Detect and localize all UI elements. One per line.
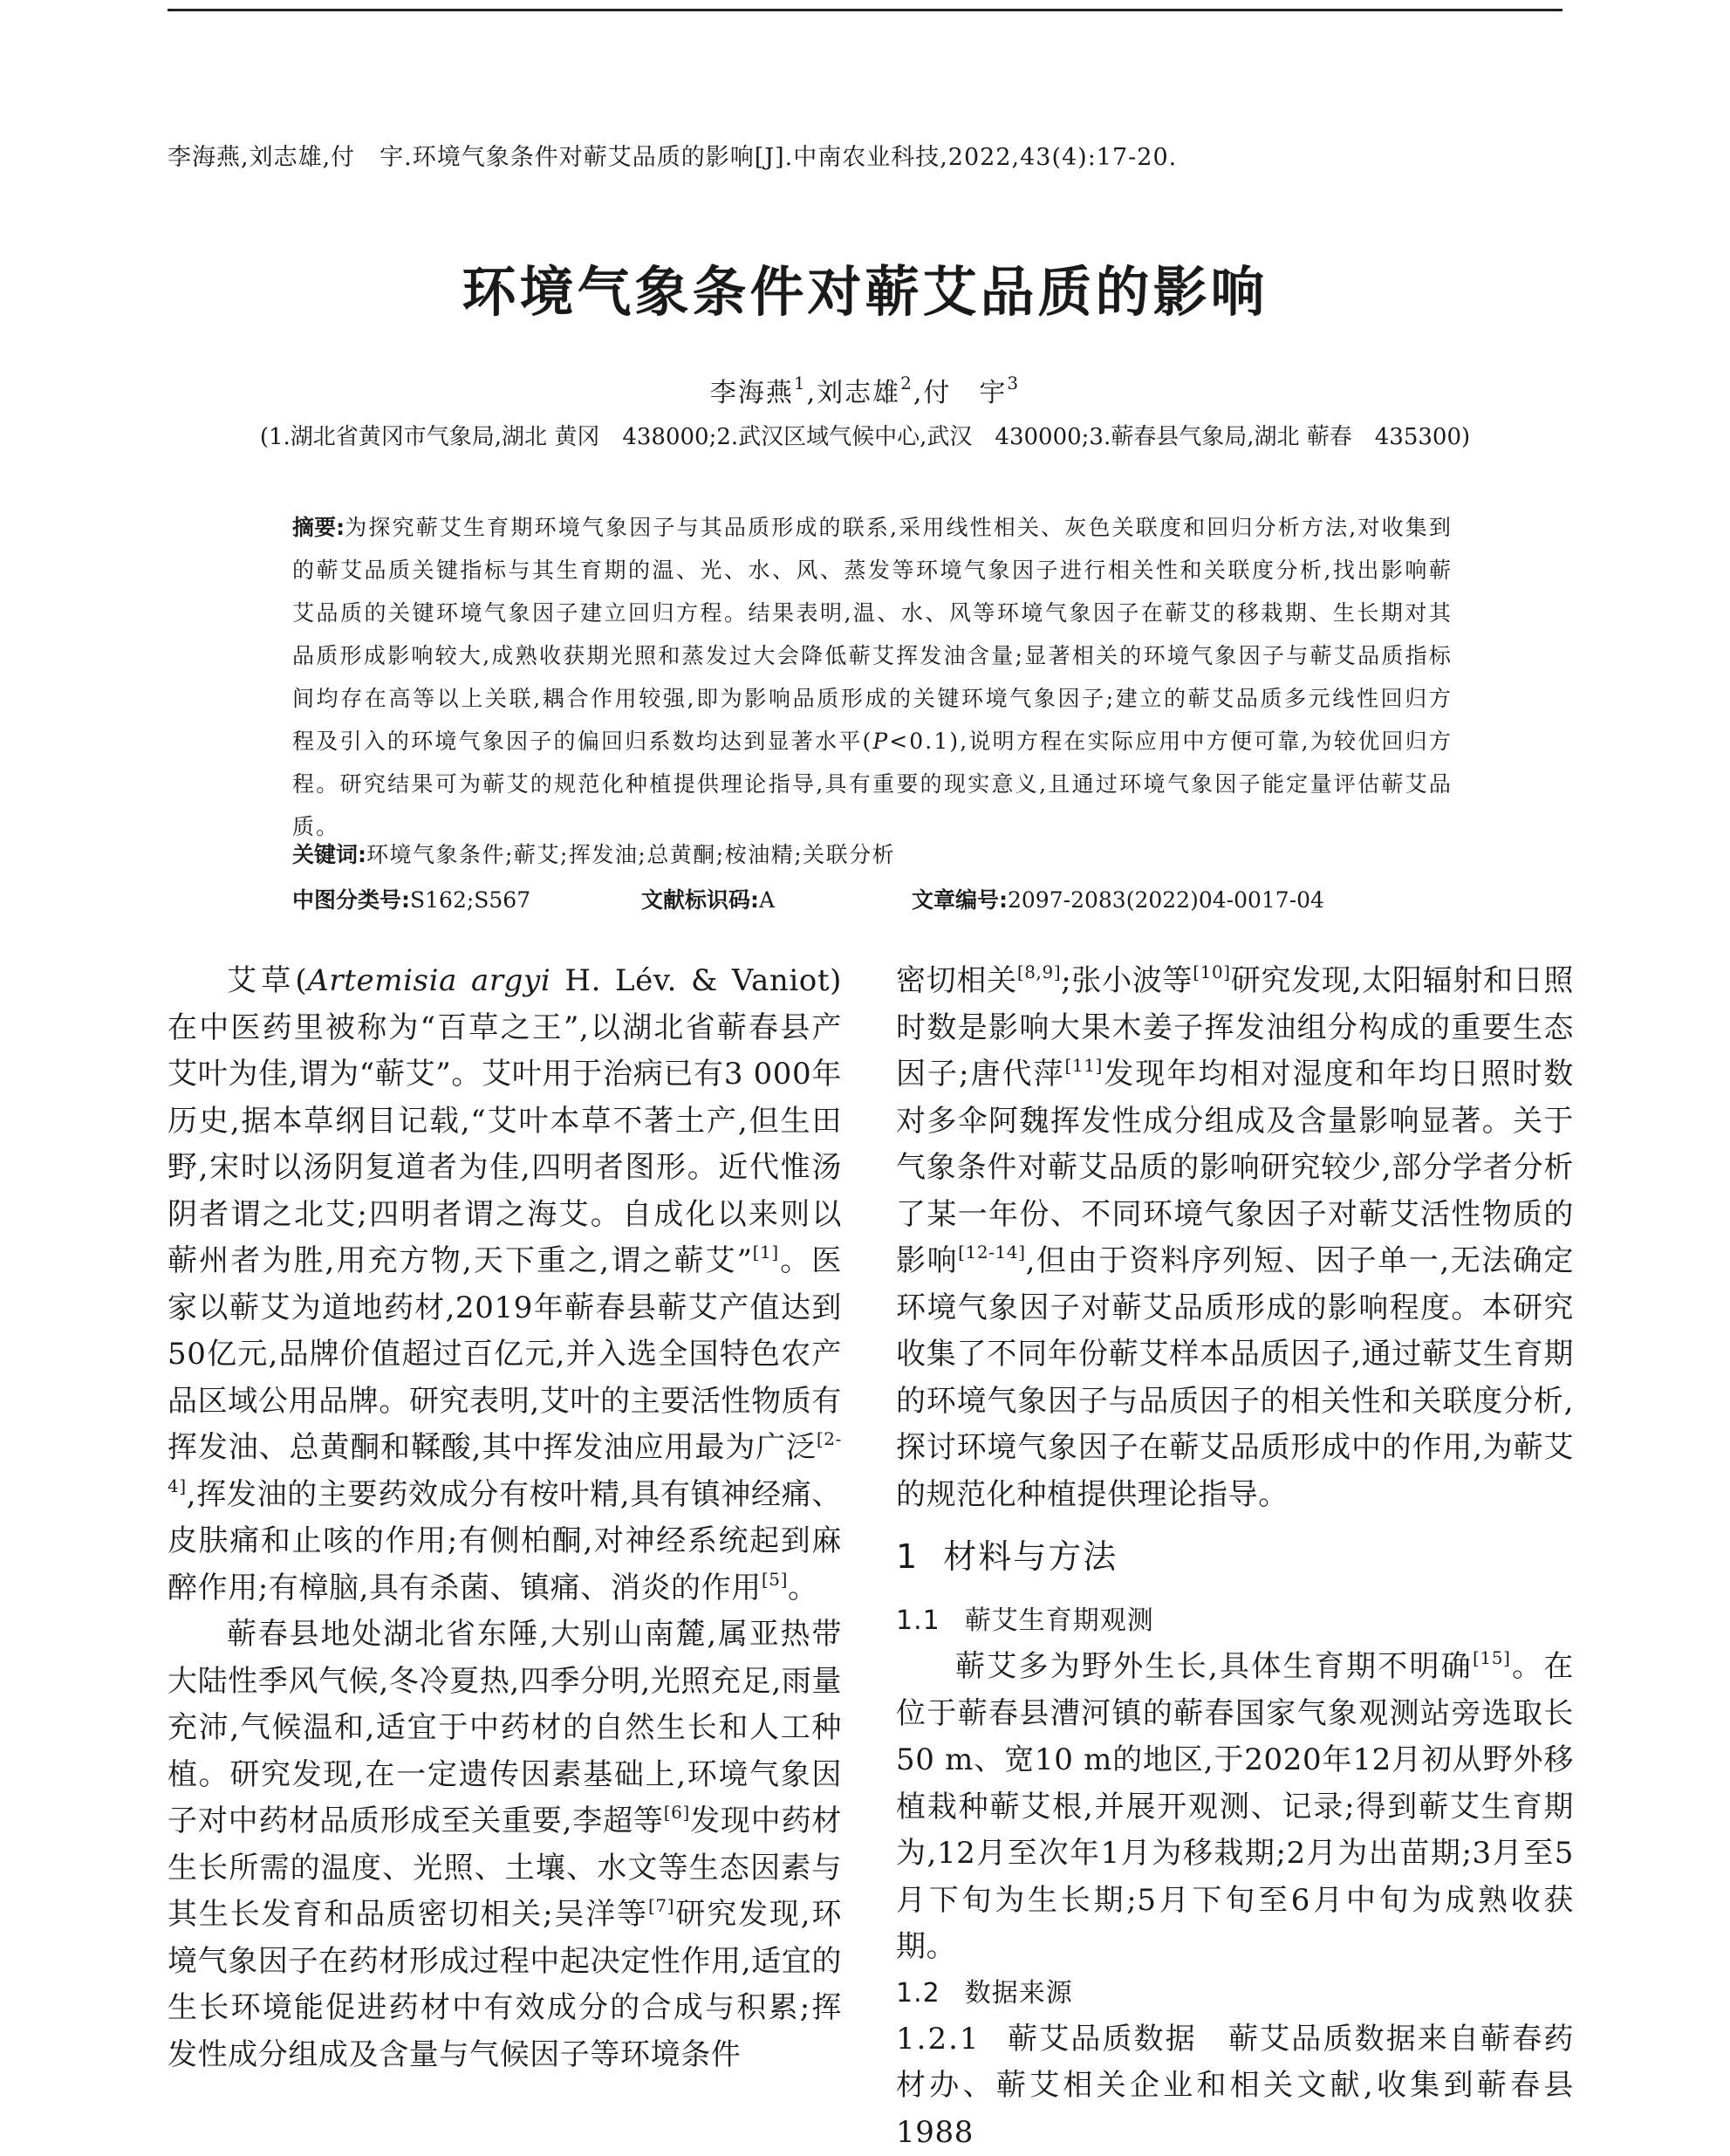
body-column-left bbox=[168, 958, 842, 2078]
text-run: 蕲艾多为野外生长,具体生育期不明确 bbox=[955, 1649, 1473, 1684]
citation-ref: [10] bbox=[1193, 962, 1230, 982]
affiliations: (1.湖北省黄冈市气象局,湖北 黄冈 438000;2.武汉区域气候中心,武汉 430000;3.蕲春县气象局,湖北 蕲春 435300) bbox=[0, 419, 1730, 451]
text-run: 蕲春县地处湖北省东陲,大别山南麓,属亚热带大陆性季风气候,冬冷夏热,四季分明,光照充足,雨量充沛,气候温和,适宜于中药材的自然生长和人工种植。研究发现,在一定遗传因素基础上,环境气象因子对中药材品质形成至关重要,李超等 bbox=[168, 1617, 842, 1838]
abstract-p-variable: P bbox=[872, 729, 889, 754]
doc-code-value: A bbox=[759, 887, 775, 913]
subsection-number: 1.1 bbox=[896, 1605, 940, 1636]
doc-code-label: 文献标识码: bbox=[641, 887, 759, 913]
body-column-right bbox=[896, 958, 1574, 2156]
author-affil-mark: 2 bbox=[900, 373, 913, 394]
text-run: 。医家以蕲艾为道地药材,2019年蕲春县蕲艾产值达到50亿元,品牌价值超过百亿元,并入选全国特色农产品区域公用品牌。研究表明,艾叶的主要活性物质有挥发油、总黄酮和鞣酸,其中挥发油应用最为广泛 bbox=[168, 1243, 842, 1465]
section-number: 1 bbox=[896, 1537, 919, 1576]
citation-ref: [2-4] bbox=[168, 1428, 842, 1496]
text-run: 。在位于蕲春县漕河镇的蕲春国家气象观测站旁选取长50 m、宽10 m的地区,于2020年12月初从野外移植栽种蕲艾根,并展开观测、记录;得到蕲艾生育期为,12月至次年1月为移栽期;2月为出苗期;3月至5月下旬为生长期;5月下旬至6月中旬为成熟收获期。 bbox=[896, 1649, 1574, 1964]
text-run: ;张小波等 bbox=[1061, 963, 1193, 998]
text-run: 发现年均相对湿度和年均日照时数对多伞阿魏挥发性成分组成及含量影响显著。关于气象条件对蕲艾品质的影响研究较少,部分学者分析了某一年份、不同环境气象因子对蕲艾活性物质的影响 bbox=[896, 1057, 1574, 1278]
keywords-text: 环境气象条件;蕲艾;挥发油;总黄酮;桉油精;关联分析 bbox=[366, 842, 895, 867]
paper-title: 环境气象条件对蕲艾品质的影响 bbox=[0, 249, 1730, 326]
abstract-label: 摘要: bbox=[292, 515, 345, 540]
subsection-heading bbox=[896, 1971, 1574, 2016]
text-run: 艾草( bbox=[227, 963, 307, 998]
text-run: 。 bbox=[788, 1571, 818, 1605]
citation-ref: [7] bbox=[648, 1895, 674, 1916]
subsubsection-number: 1.2.1 bbox=[896, 2022, 981, 2057]
author-name: 李海燕 bbox=[710, 378, 794, 408]
citation-line: 李海燕,刘志雄,付 宇.环境气象条件对蕲艾品质的影响[J].中南农业科技,2022,43(4):17-20. bbox=[168, 138, 1563, 172]
clc-label: 中图分类号: bbox=[292, 887, 410, 913]
citation-ref: [15] bbox=[1473, 1647, 1510, 1668]
body-paragraph bbox=[896, 958, 1574, 1518]
body-paragraph bbox=[168, 1612, 842, 2078]
keywords-label: 关键词: bbox=[292, 842, 366, 867]
author-affil-mark: 1 bbox=[794, 373, 807, 394]
author-name: 刘志雄 bbox=[817, 378, 900, 408]
abstract-text-end: <0.1),说明方程在实际应用中方便可靠,为较优回归方程。研究结果可为蕲艾的规范化种植提供理论指导,具有重要的现实意义,且通过环境气象因子能定量评估蕲艾品质。 bbox=[292, 729, 1453, 839]
subsection-title: 蕲艾生育期观测 bbox=[965, 1605, 1154, 1636]
text-run: H. Lév. & Vaniot)在中医药里被称为“百草之王”,以湖北省蕲春县产艾叶为佳,谓为“蕲艾”。艾叶用于治病已有3 000年历史,据本草纲目记载,“艾叶本草不著土产,但生田野,宋时以汤阴复道者为佳,四明者图形。近代惟汤阴者谓之北艾;四明者谓之海艾。自成化以来则以蕲州者为胜,用充方物,天下重之,谓之蕲艾” bbox=[168, 963, 842, 1278]
subsection-title: 数据来源 bbox=[965, 1978, 1073, 2009]
text-run: 研究发现,环境气象因子在药材形成过程中起决定性作用,适宜的生长环境能促进药材中有效成分的合成与积累;挥发性成分组成及含量与气候因子等环境条件 bbox=[168, 1897, 842, 2072]
citation-ref: [6] bbox=[664, 1802, 690, 1823]
header-rule bbox=[168, 9, 1562, 11]
abstract-text: 为探究蕲艾生育期环境气象因子与其品质形成的联系,采用线性相关、灰色关联度和回归分析方法,对收集到的蕲艾品质关键指标与其生育期的温、光、水、风、蒸发等环境气象因子进行相关性和关联度分析,找出影响蕲艾品质的关键环境气象因子建立回归方程。结果表明,温、水、风等环境气象因子在蕲艾的移栽期、生长期对其品质形成影响较大,成熟收获期光照和蒸发过大会降低蕲艾挥发油含量;显著相关的环境气象因子与蕲艾品质指标间均存在高等以上关联,耦合作用较强,即为影响品质形成的关键环境气象因子;建立的蕲艾品质多元线性回归方程及引入的环境气象因子的偏回归系数均达到显著水平( bbox=[292, 515, 1453, 754]
citation-ref: [1] bbox=[753, 1242, 779, 1263]
text-run: 研究发现,太阳辐射和日照时数是影响大果木姜子挥发油组分构成的重要生态因子;唐代萍 bbox=[896, 963, 1574, 1092]
text-run: 发现中药材生长所需的温度、光照、土壤、水文等生态因素与其生长发育和品质密切相关;吴洋等 bbox=[168, 1804, 842, 1932]
keywords bbox=[292, 838, 1453, 869]
text-run: 密切相关 bbox=[896, 963, 1017, 998]
latin-name: Artemisia argyi bbox=[307, 963, 550, 998]
section-title: 材料与方法 bbox=[943, 1537, 1118, 1576]
body-paragraph bbox=[896, 1644, 1574, 1971]
citation-ref: [5] bbox=[762, 1569, 788, 1590]
citation-ref: [8,9] bbox=[1017, 962, 1061, 982]
article-number-label: 文章编号: bbox=[912, 887, 1008, 913]
subsection-heading bbox=[896, 1598, 1574, 1644]
clc-value: S162;S567 bbox=[410, 887, 530, 913]
abstract bbox=[292, 506, 1453, 848]
subsubsection-title: 蕲艾品质数据 bbox=[1007, 2022, 1197, 2057]
citation-ref: [11] bbox=[1064, 1055, 1102, 1076]
article-number-value: 2097-2083(2022)04-0017-04 bbox=[1008, 887, 1324, 913]
classification-line bbox=[292, 883, 1514, 914]
citation-ref: [12-14] bbox=[958, 1242, 1025, 1263]
author-affil-mark: 3 bbox=[1007, 373, 1020, 394]
section-heading bbox=[896, 1534, 1574, 1579]
text-run: ,但由于资料序列短、因子单一,无法确定环境气象因子对蕲艾品质形成的影响程度。本研究收集了不同年份蕲艾样本品质因子,通过蕲艾生育期的环境气象因子与品质因子的相关性和关联度分析,探讨环境气象因子在蕲艾品质形成中的作用,为蕲艾的规范化种植提供理论指导。 bbox=[896, 1243, 1574, 1512]
body-paragraph bbox=[896, 2016, 1574, 2156]
subsection-number: 1.2 bbox=[896, 1978, 940, 2009]
author-name: 付 宇 bbox=[923, 378, 1007, 408]
author-list: 李海燕$^1$,刘志雄$^2$,付 宇$^3$ bbox=[0, 371, 1730, 409]
text-run: ,挥发油的主要药效成分有桉叶精,具有镇神经痛、皮肤痛和止咳的作用;有侧柏酮,对神经系统起到麻醉作用;有樟脑,具有杀菌、镇痛、消炎的作用 bbox=[168, 1477, 842, 1605]
text-run: 蕲艾品质数据来自蕲春药材办、蕲艾相关企业和相关文献,收集到蕲春县1988 bbox=[896, 2022, 1574, 2150]
body-paragraph bbox=[168, 958, 842, 1612]
